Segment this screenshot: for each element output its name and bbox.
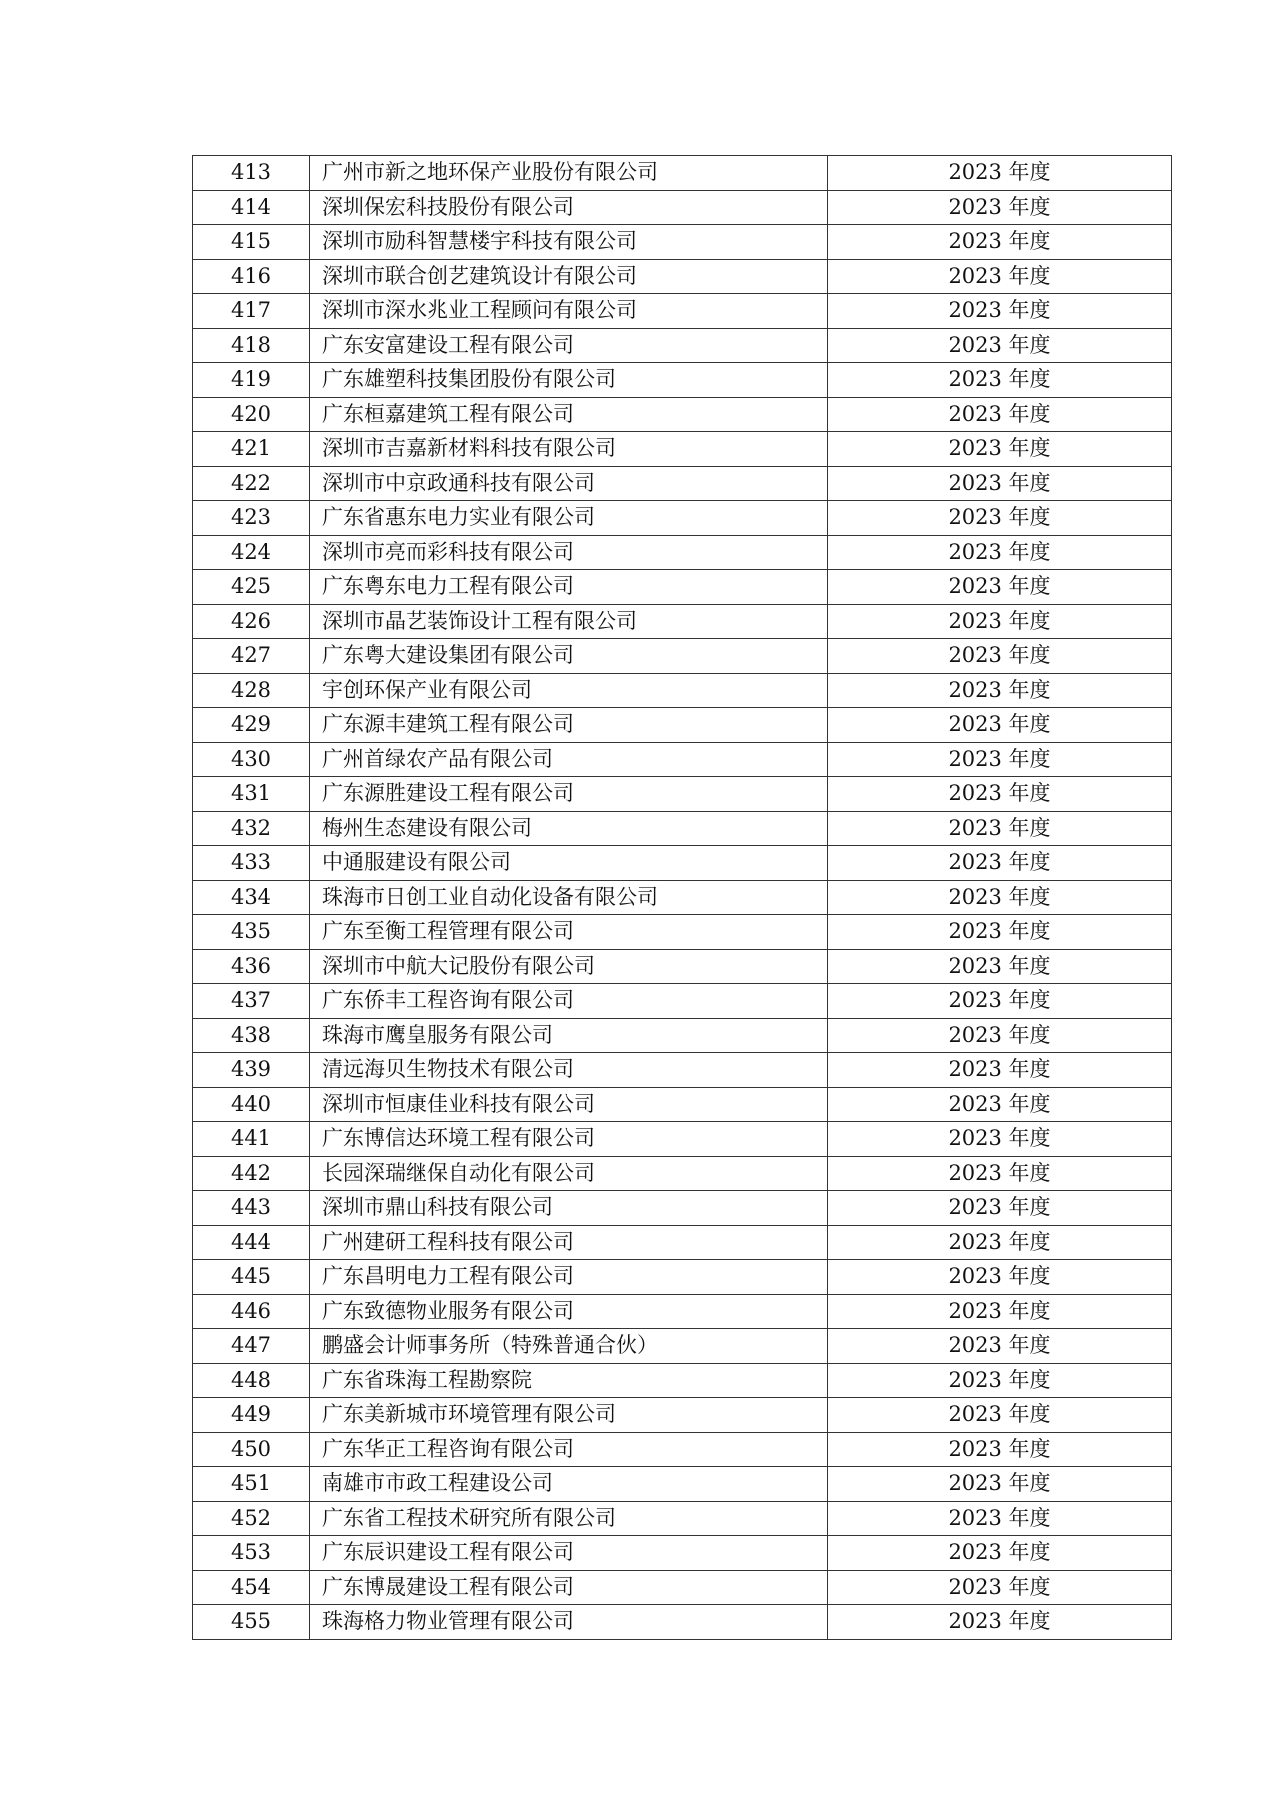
- table-row: [193, 604, 1172, 639]
- company-name-cell: 梅州生态建设有限公司: [310, 811, 828, 846]
- row-number-cell: 425: [193, 570, 310, 605]
- year-cell: 2023 年度: [828, 1432, 1172, 1467]
- row-number-cell: 433: [193, 846, 310, 881]
- year-cell: 2023 年度: [828, 673, 1172, 708]
- row-number-cell: 441: [193, 1122, 310, 1157]
- company-name-cell: 深圳市中航大记股份有限公司: [310, 949, 828, 984]
- company-list-body: [193, 156, 1172, 1640]
- year-cell: 2023 年度: [828, 1329, 1172, 1364]
- table-row: [193, 880, 1172, 915]
- row-number-cell: 452: [193, 1501, 310, 1536]
- table-row: [193, 1536, 1172, 1571]
- row-number-cell: 426: [193, 604, 310, 639]
- company-name-cell: 深圳市吉嘉新材料科技有限公司: [310, 432, 828, 467]
- year-cell: 2023 年度: [828, 1536, 1172, 1571]
- year-cell: 2023 年度: [828, 156, 1172, 191]
- row-number-cell: 437: [193, 984, 310, 1019]
- year-cell: 2023 年度: [828, 1294, 1172, 1329]
- table-row: [193, 225, 1172, 260]
- row-number-cell: 432: [193, 811, 310, 846]
- table-row: [193, 466, 1172, 501]
- row-number-cell: 431: [193, 777, 310, 812]
- table-row: [193, 1432, 1172, 1467]
- company-name-cell: 广东昌明电力工程有限公司: [310, 1260, 828, 1295]
- row-number-cell: 438: [193, 1018, 310, 1053]
- company-name-cell: 广东粤大建设集团有限公司: [310, 639, 828, 674]
- year-cell: 2023 年度: [828, 949, 1172, 984]
- company-name-cell: 宇创环保产业有限公司: [310, 673, 828, 708]
- company-name-cell: 广东粤东电力工程有限公司: [310, 570, 828, 605]
- company-name-cell: 广东致德物业服务有限公司: [310, 1294, 828, 1329]
- year-cell: 2023 年度: [828, 432, 1172, 467]
- table-row: [193, 570, 1172, 605]
- year-cell: 2023 年度: [828, 1570, 1172, 1605]
- year-cell: 2023 年度: [828, 363, 1172, 398]
- year-cell: 2023 年度: [828, 535, 1172, 570]
- year-cell: 2023 年度: [828, 846, 1172, 881]
- table-row: [193, 708, 1172, 743]
- year-cell: 2023 年度: [828, 1087, 1172, 1122]
- row-number-cell: 450: [193, 1432, 310, 1467]
- table-row: [193, 777, 1172, 812]
- row-number-cell: 427: [193, 639, 310, 674]
- year-cell: 2023 年度: [828, 915, 1172, 950]
- year-cell: 2023 年度: [828, 742, 1172, 777]
- company-name-cell: 广东源丰建筑工程有限公司: [310, 708, 828, 743]
- row-number-cell: 418: [193, 328, 310, 363]
- year-cell: 2023 年度: [828, 328, 1172, 363]
- company-name-cell: 清远海贝生物技术有限公司: [310, 1053, 828, 1088]
- table-row: [193, 156, 1172, 191]
- table-row: [193, 432, 1172, 467]
- company-list-table: [192, 155, 1172, 1640]
- company-name-cell: 广东美新城市环境管理有限公司: [310, 1398, 828, 1433]
- table-row: [193, 1501, 1172, 1536]
- company-name-cell: 深圳市晶艺装饰设计工程有限公司: [310, 604, 828, 639]
- row-number-cell: 451: [193, 1467, 310, 1502]
- table-row: [193, 1363, 1172, 1398]
- year-cell: 2023 年度: [828, 1156, 1172, 1191]
- year-cell: 2023 年度: [828, 1363, 1172, 1398]
- table-row: [193, 501, 1172, 536]
- table-row: [193, 949, 1172, 984]
- table-row: [193, 1398, 1172, 1433]
- company-name-cell: 广东博晟建设工程有限公司: [310, 1570, 828, 1605]
- row-number-cell: 442: [193, 1156, 310, 1191]
- row-number-cell: 454: [193, 1570, 310, 1605]
- table-row: [193, 397, 1172, 432]
- year-cell: 2023 年度: [828, 1018, 1172, 1053]
- row-number-cell: 447: [193, 1329, 310, 1364]
- company-name-cell: 广东省珠海工程勘察院: [310, 1363, 828, 1398]
- table-row: [193, 1260, 1172, 1295]
- row-number-cell: 453: [193, 1536, 310, 1571]
- table-row: [193, 1156, 1172, 1191]
- company-name-cell: 鹏盛会计师事务所（特殊普通合伙）: [310, 1329, 828, 1364]
- company-name-cell: 深圳市励科智慧楼宇科技有限公司: [310, 225, 828, 260]
- row-number-cell: 414: [193, 190, 310, 225]
- table-row: [193, 742, 1172, 777]
- company-name-cell: 广东源胜建设工程有限公司: [310, 777, 828, 812]
- year-cell: 2023 年度: [828, 1053, 1172, 1088]
- row-number-cell: 423: [193, 501, 310, 536]
- company-name-cell: 广东辰识建设工程有限公司: [310, 1536, 828, 1571]
- row-number-cell: 444: [193, 1225, 310, 1260]
- company-name-cell: 长园深瑞继保自动化有限公司: [310, 1156, 828, 1191]
- year-cell: 2023 年度: [828, 501, 1172, 536]
- table-row: [193, 1225, 1172, 1260]
- company-name-cell: 广东安富建设工程有限公司: [310, 328, 828, 363]
- row-number-cell: 455: [193, 1605, 310, 1640]
- row-number-cell: 416: [193, 259, 310, 294]
- company-name-cell: 广东侨丰工程咨询有限公司: [310, 984, 828, 1019]
- year-cell: 2023 年度: [828, 984, 1172, 1019]
- row-number-cell: 429: [193, 708, 310, 743]
- company-name-cell: 广东省惠东电力实业有限公司: [310, 501, 828, 536]
- company-name-cell: 珠海市鹰皇服务有限公司: [310, 1018, 828, 1053]
- year-cell: 2023 年度: [828, 190, 1172, 225]
- year-cell: 2023 年度: [828, 294, 1172, 329]
- table-row: [193, 1329, 1172, 1364]
- table-row: [193, 915, 1172, 950]
- company-name-cell: 珠海市日创工业自动化设备有限公司: [310, 880, 828, 915]
- table-row: [193, 673, 1172, 708]
- table-row: [193, 259, 1172, 294]
- row-number-cell: 440: [193, 1087, 310, 1122]
- row-number-cell: 417: [193, 294, 310, 329]
- row-number-cell: 420: [193, 397, 310, 432]
- row-number-cell: 415: [193, 225, 310, 260]
- company-name-cell: 广东省工程技术研究所有限公司: [310, 1501, 828, 1536]
- row-number-cell: 424: [193, 535, 310, 570]
- table-row: [193, 190, 1172, 225]
- company-name-cell: 广东桓嘉建筑工程有限公司: [310, 397, 828, 432]
- row-number-cell: 443: [193, 1191, 310, 1226]
- year-cell: 2023 年度: [828, 777, 1172, 812]
- company-name-cell: 广东至衡工程管理有限公司: [310, 915, 828, 950]
- company-name-cell: 广州市新之地环保产业股份有限公司: [310, 156, 828, 191]
- year-cell: 2023 年度: [828, 708, 1172, 743]
- row-number-cell: 439: [193, 1053, 310, 1088]
- row-number-cell: 436: [193, 949, 310, 984]
- table-row: [193, 1087, 1172, 1122]
- company-name-cell: 深圳市恒康佳业科技有限公司: [310, 1087, 828, 1122]
- table-row: [193, 1191, 1172, 1226]
- company-name-cell: 广东华正工程咨询有限公司: [310, 1432, 828, 1467]
- company-name-cell: 广州建研工程科技有限公司: [310, 1225, 828, 1260]
- company-name-cell: 深圳市联合创艺建筑设计有限公司: [310, 259, 828, 294]
- year-cell: 2023 年度: [828, 1398, 1172, 1433]
- table-row: [193, 535, 1172, 570]
- table-row: [193, 1122, 1172, 1157]
- company-name-cell: 深圳市深水兆业工程顾问有限公司: [310, 294, 828, 329]
- table-row: [193, 1605, 1172, 1640]
- row-number-cell: 434: [193, 880, 310, 915]
- table-row: [193, 811, 1172, 846]
- year-cell: 2023 年度: [828, 570, 1172, 605]
- year-cell: 2023 年度: [828, 397, 1172, 432]
- company-name-cell: 深圳保宏科技股份有限公司: [310, 190, 828, 225]
- year-cell: 2023 年度: [828, 604, 1172, 639]
- company-name-cell: 广东博信达环境工程有限公司: [310, 1122, 828, 1157]
- table-row: [193, 328, 1172, 363]
- year-cell: 2023 年度: [828, 225, 1172, 260]
- row-number-cell: 446: [193, 1294, 310, 1329]
- year-cell: 2023 年度: [828, 1225, 1172, 1260]
- table-row: [193, 846, 1172, 881]
- year-cell: 2023 年度: [828, 811, 1172, 846]
- company-name-cell: 广东雄塑科技集团股份有限公司: [310, 363, 828, 398]
- company-name-cell: 广州首绿农产品有限公司: [310, 742, 828, 777]
- year-cell: 2023 年度: [828, 639, 1172, 674]
- year-cell: 2023 年度: [828, 1191, 1172, 1226]
- row-number-cell: 413: [193, 156, 310, 191]
- table-row: [193, 639, 1172, 674]
- row-number-cell: 419: [193, 363, 310, 398]
- table-row: [193, 1053, 1172, 1088]
- year-cell: 2023 年度: [828, 880, 1172, 915]
- row-number-cell: 430: [193, 742, 310, 777]
- year-cell: 2023 年度: [828, 1605, 1172, 1640]
- year-cell: 2023 年度: [828, 259, 1172, 294]
- table-row: [193, 984, 1172, 1019]
- table-row: [193, 1467, 1172, 1502]
- year-cell: 2023 年度: [828, 466, 1172, 501]
- row-number-cell: 445: [193, 1260, 310, 1295]
- table-row: [193, 1294, 1172, 1329]
- company-name-cell: 中通服建设有限公司: [310, 846, 828, 881]
- table-row: [193, 294, 1172, 329]
- row-number-cell: 421: [193, 432, 310, 467]
- year-cell: 2023 年度: [828, 1467, 1172, 1502]
- row-number-cell: 422: [193, 466, 310, 501]
- company-name-cell: 南雄市市政工程建设公司: [310, 1467, 828, 1502]
- year-cell: 2023 年度: [828, 1501, 1172, 1536]
- year-cell: 2023 年度: [828, 1260, 1172, 1295]
- company-name-cell: 深圳市中京政通科技有限公司: [310, 466, 828, 501]
- row-number-cell: 449: [193, 1398, 310, 1433]
- company-name-cell: 珠海格力物业管理有限公司: [310, 1605, 828, 1640]
- company-name-cell: 深圳市鼎山科技有限公司: [310, 1191, 828, 1226]
- row-number-cell: 448: [193, 1363, 310, 1398]
- table-row: [193, 363, 1172, 398]
- row-number-cell: 435: [193, 915, 310, 950]
- company-name-cell: 深圳市亮而彩科技有限公司: [310, 535, 828, 570]
- table-row: [193, 1570, 1172, 1605]
- year-cell: 2023 年度: [828, 1122, 1172, 1157]
- row-number-cell: 428: [193, 673, 310, 708]
- table-row: [193, 1018, 1172, 1053]
